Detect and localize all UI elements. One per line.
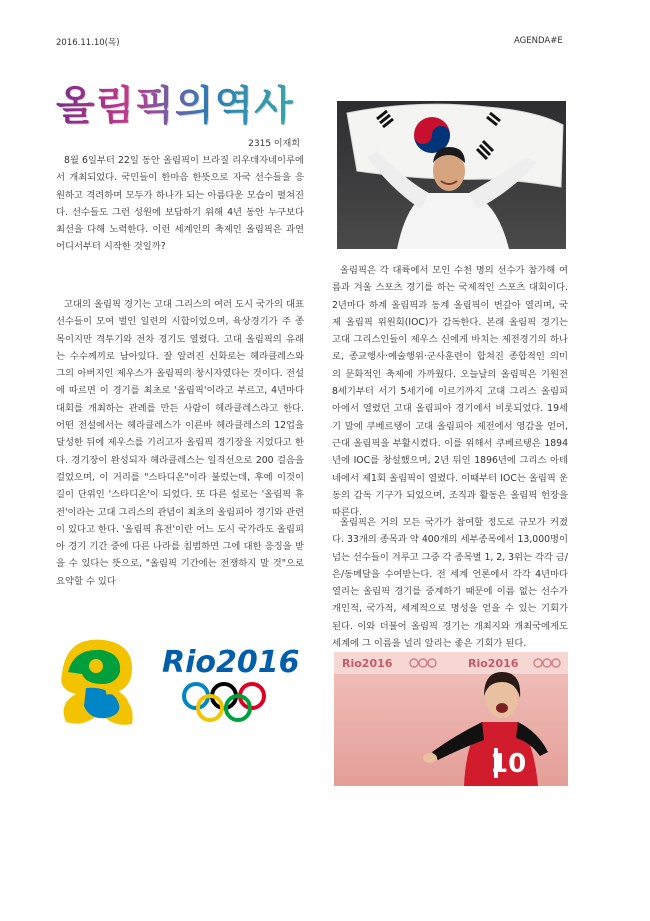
header-agenda: AGENDA#E [514, 36, 563, 46]
rio2016-logo [56, 628, 300, 730]
banner-text-left: Rio2016 [342, 657, 393, 670]
rio2016-wordmark: Rio2016 [162, 645, 300, 680]
author: 2315 이재희 [248, 139, 300, 149]
paragraph-ancient-olympics: 고대의 올림픽 경기는 고대 그리스의 여러 도시 국가의 대표선수들이 모여 벌인 일련의 시합이었으며, 육상경기가 주 종목이지만 격투기와 전차 경기도 열렸다. 고대 올림픽의 유래는 수수께끼로 남아있다. 잘 알려진 신화로는 헤라클레스와 그의 아버지인 제우스가 올림픽의 창시자였다는 것이다. 전설에 따르면 이 경기를 최초로 '올림픽'이라고 부르고, 4년마다 대회를 개최하는 관례를 만든 사람이 헤라클레스라고 한다. 어떤 전설에서는 헤라클레스가 이른바 헤라클레스의 12업을 달성한 뒤에 제우스를 기리고자 올림픽 경기장을 지었다고 한다. 경기장이 완성되자 헤라클레스는 일직선으로 200 걸음을 걸었으며, 이 거리를 "스타디온"이라 불렀는데, 후에 이것이 길이 단위인 '스타디온'이 되었다. 또 다른 설로는 '올림픽 휴전'이라는 고대 그리스의 관념이 최초의 올림피아 경기와 관련이 있다고 한다. '올림픽 휴전'이란 어느 도시 국가라도 올림피아 경기 기간 중에 다른 나라를 침범하면 그에 대한 응징을 받을 수 있다는 뜻으로, "올림픽 기간에는 전쟁하지 말 것"으로 요약할 수 있다 [56, 299, 304, 587]
photo-fencer-with-flag [337, 101, 566, 249]
header-date: 2016.11.10(목) [56, 38, 120, 48]
paragraph-modern-olympics: 올림픽은 각 대륙에서 모인 수천 명의 선수가 참가해 여름과 겨울 스포츠 경기를 하는 국제적인 스포츠 대회이다. 2년마다 하계 올림픽과 동계 올림픽이 번갈아 열리며, 국제 올림픽 위원회(IOC)가 감독한다. 본래 올림픽 경기는 고대 그리스인들이 제우스 신에게 바치는 제전경기의 하나로, 종교행사·예술행위·군사훈련이 합쳐진 종합적인 의미의 문화적인 축제에 가까웠다. 오늘날의 올림픽은 기원전 8세기부터 서기 5세기에 이르기까지 고대 그리스 올림피아에서 열렸던 고대 올림피아 경기에서 비롯되었다. 19세기 말에 쿠베르탱이 고대 올림피아 제전에서 영감을 얻어, 근대 올림픽을 부활시켰다. 이를 위해서 쿠베르탱은 1894년에 IOC를 창설했으며, 2년 뒤인 1896년에 그리스 아테네에서 제1회 올림픽이 열렸다. 이때부터 IOC는 올림픽 운동의 감독 기구가 되었으며, 조직과 활동은 올림픽 헌장을 따른다. [332, 265, 568, 519]
banner-text-right: Rio2016 [468, 657, 519, 670]
paragraph-intro: 8월 6일부터 22일 동안 올림픽이 브라질 리우데자네이루에서 개최되었다. 국민들이 한마음 한뜻으로 자국 선수들을 응원하고 격려하며 모두가 하나가 되는 아름다운 모습이 펼쳐진다. 선수들도 그런 성원에 보답하기 위해 4년 동안 누구보다 최선을 다해 노력한다. 이런 세계인의 축제인 올림픽은 과연 어디서부터 시작한 것일까? [56, 155, 304, 253]
photo-volleyball-player [334, 652, 568, 786]
paragraph-olympics-scale: 올림픽은 거의 모든 국가가 참여할 정도로 규모가 커졌다. 33개의 종목과 약 400개의 세부종목에서 13,000명이 넘는 선수들이 겨루고 그중 각 종목별 1, 2, 3위는 각각 금/은/동메달을 수여받는다. 전 세계 언론에서 각각 4년마다 열리는 올림픽 경기를 중계하기 때문에 이름 없는 선수가 개인적, 국가적, 세계적으로 명성을 얻을 수 있는 기회가 된다. 이와 더불어 올림픽 경기는 개최지와 개최국에게도 세계에 그 이름을 널리 알리는 좋은 기회가 된다. [332, 517, 568, 650]
page-title: 올림픽의역사 [56, 74, 294, 131]
jersey-number: 10 [490, 749, 527, 779]
